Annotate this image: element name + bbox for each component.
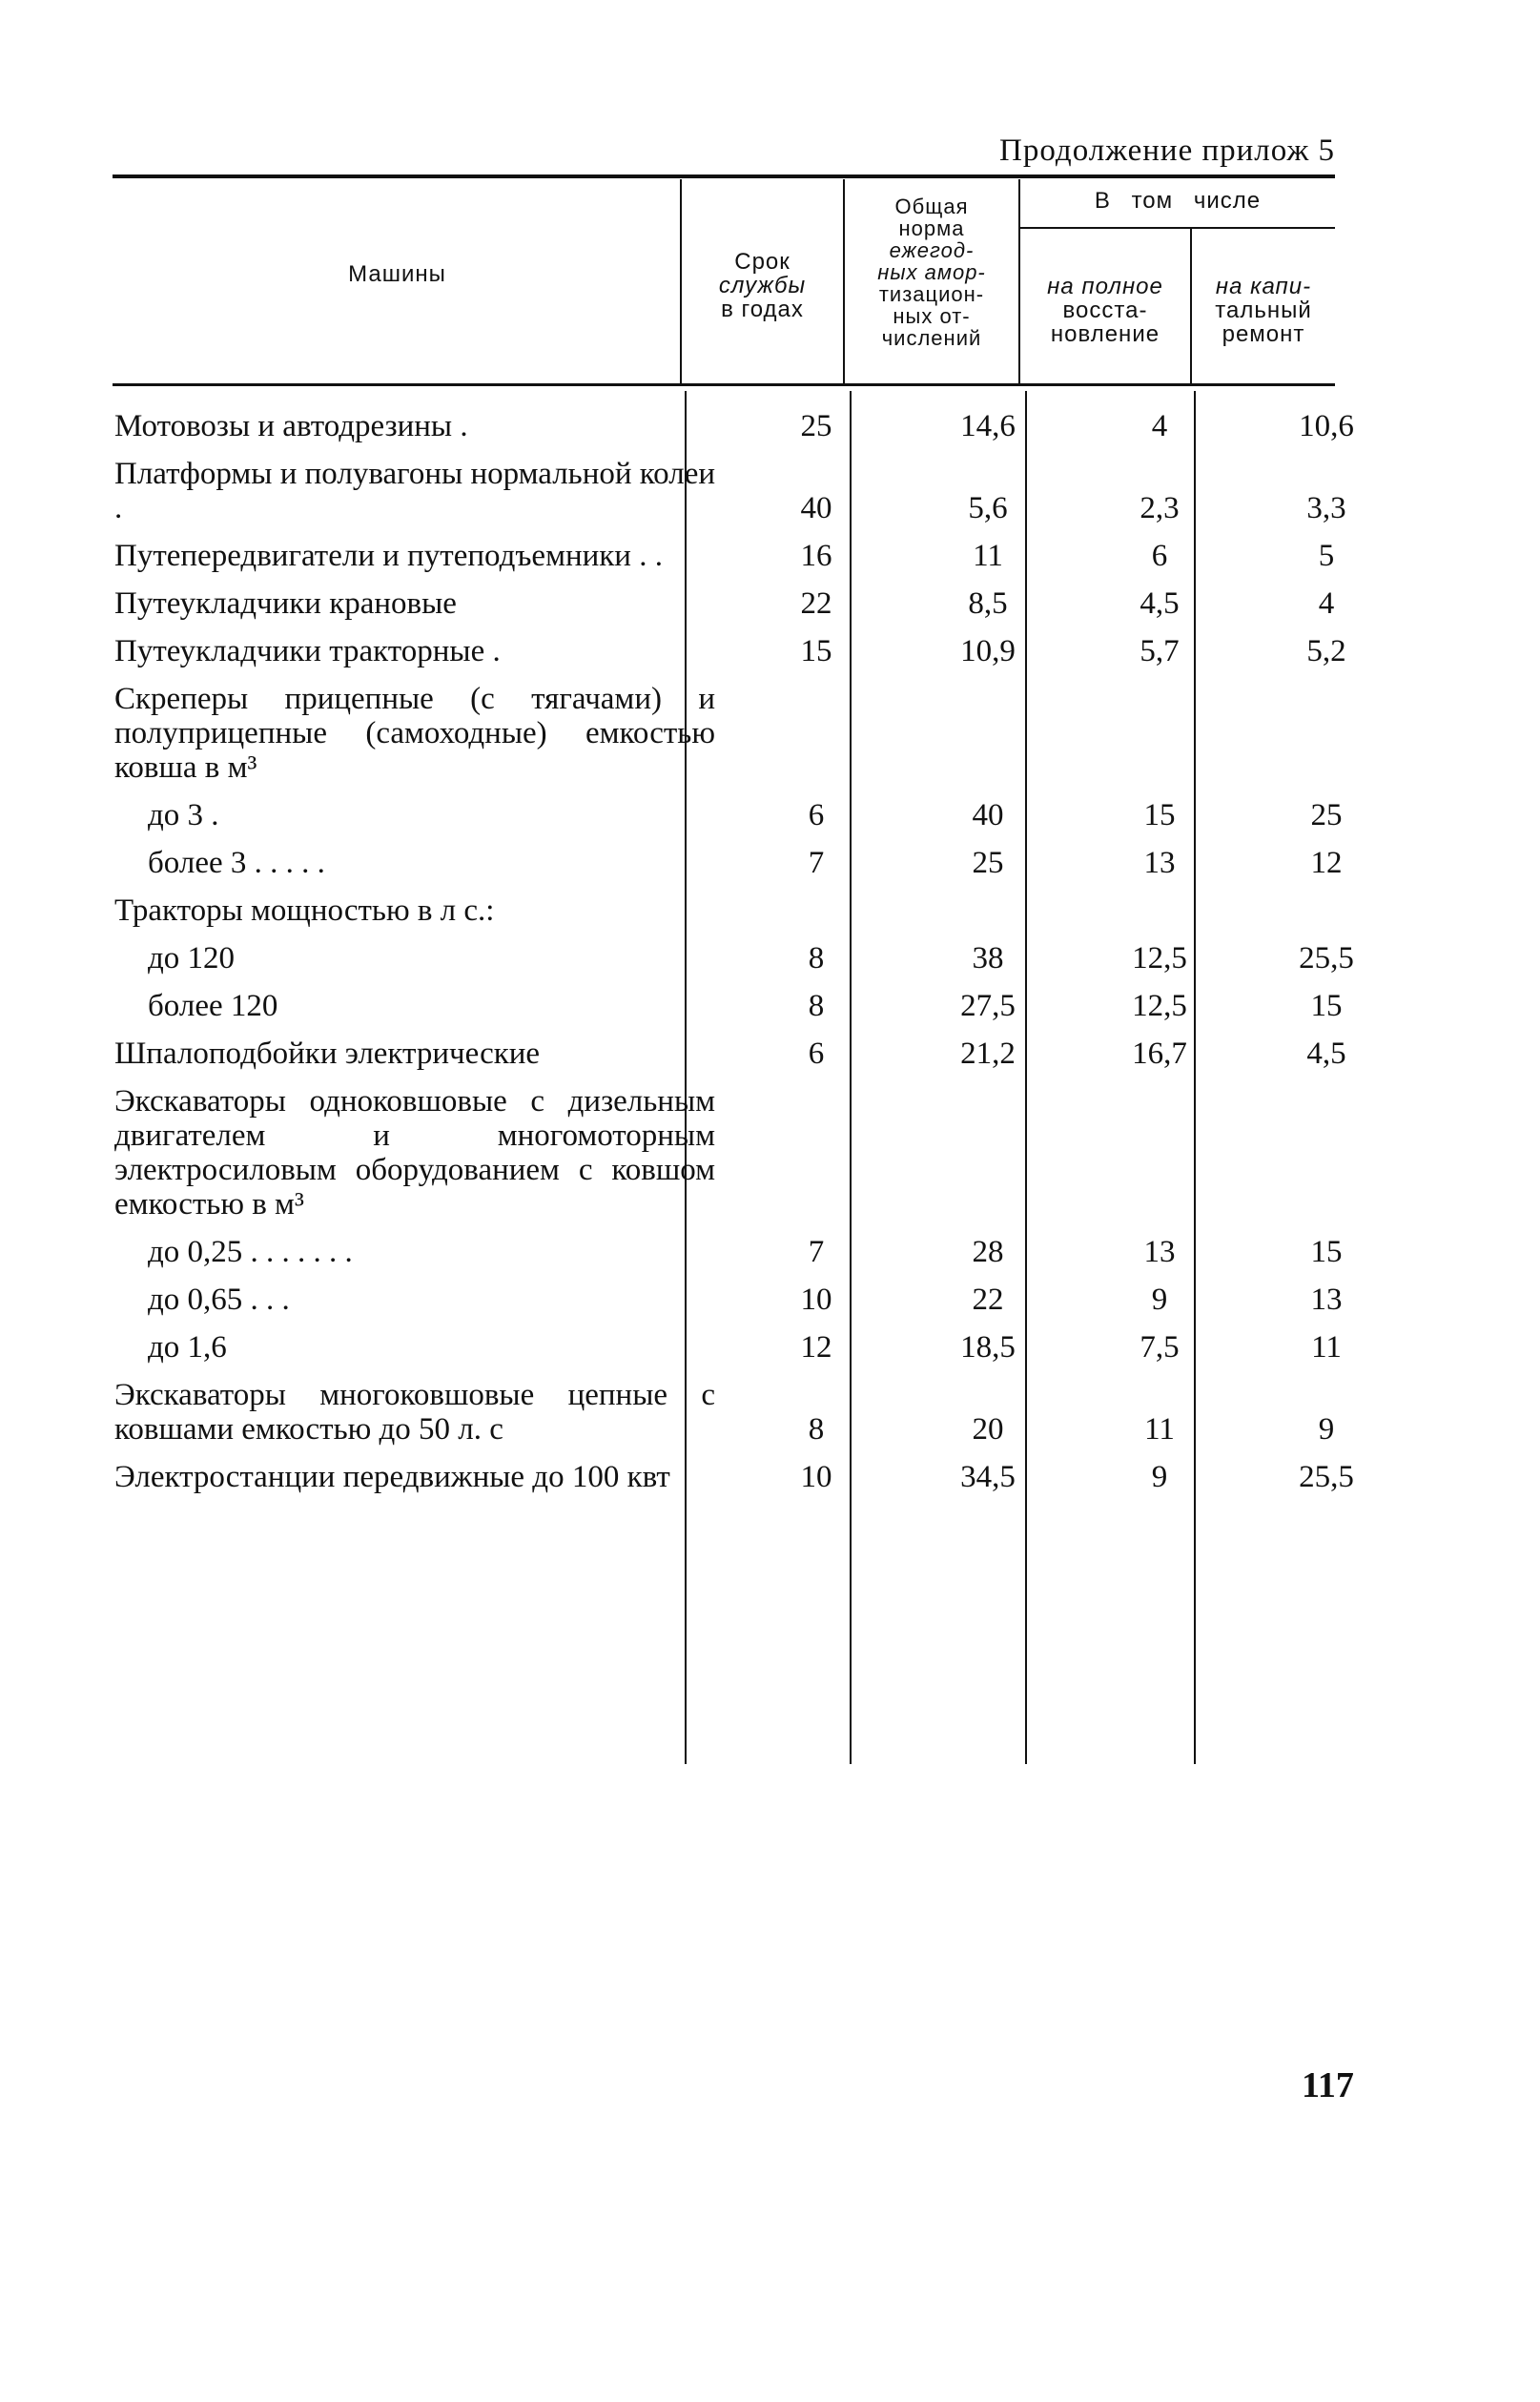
total-norm-cell: 34,5 <box>960 1460 1016 1494</box>
service-life-cell: 22 <box>800 586 832 621</box>
header-capital-repair-line: на капи- <box>1215 274 1312 299</box>
machine-name: Экскаваторы одноковшовые с дизельным двигателем и многомоторным электросиловым оборудованием с ковшом емкостью в м³ <box>114 1084 715 1222</box>
capital-repair-cell: 25 <box>1310 798 1343 832</box>
total-norm-cell: 40 <box>972 798 1004 832</box>
machine-name: Шпалоподбойки электрические <box>114 1037 541 1071</box>
full-restore-cell: 5,7 <box>1140 634 1180 668</box>
full-restore-cell: 16,7 <box>1132 1037 1187 1071</box>
service-life-cell <box>730 668 902 785</box>
full-restore-cell: 12,5 <box>1132 989 1187 1023</box>
header-capital-repair-line: тальный <box>1215 298 1312 323</box>
full-restore-cell: 6 <box>1151 539 1168 573</box>
service-life-cell: 6 <box>808 1037 825 1071</box>
machine-name: Скреперы прицепные (с тягачами) и полуприцепные (самоходные) емкостью ковша в м³ <box>114 682 715 785</box>
full-restore-cell: 2,3 <box>1140 491 1180 525</box>
capital-repair-cell: 4 <box>1318 586 1335 621</box>
capital-repair-cell: 15 <box>1310 1235 1343 1269</box>
header-total-norm-line: норма <box>898 216 965 240</box>
header-total-norm-line: тизацион- <box>878 282 985 306</box>
page-number: 117 <box>1302 2065 1354 2105</box>
service-life-cell: 40 <box>800 491 832 525</box>
capital-repair-cell: 12 <box>1310 846 1343 880</box>
machine-name: Платформы и полувагоны нормальной колеи . <box>114 457 715 525</box>
table-row <box>114 396 1407 443</box>
header-machines <box>114 262 680 286</box>
machine-name: более 3 . . . . . <box>148 846 325 880</box>
capital-repair-cell: 11 <box>1311 1330 1342 1365</box>
service-life-cell: 10 <box>800 1283 832 1317</box>
table-row <box>114 1317 1407 1365</box>
header-machines-label: Машины <box>348 261 446 287</box>
capital-repair-cell: 4,5 <box>1306 1037 1346 1071</box>
table-row <box>114 1365 1407 1447</box>
header-rule <box>113 383 1335 386</box>
header-service-life <box>682 250 843 321</box>
machine-name: до 0,25 . . . . . . . <box>148 1235 353 1269</box>
service-life-cell <box>730 880 902 928</box>
full-restore-cell: 15 <box>1143 798 1176 832</box>
capital-repair-cell: 5 <box>1318 539 1335 573</box>
table-row <box>114 1023 1407 1071</box>
header-total-norm-line: ежегод- <box>889 238 975 262</box>
capital-repair-cell: 3,3 <box>1306 491 1346 525</box>
full-restore-cell <box>1074 880 1245 928</box>
total-norm-cell: 21,2 <box>960 1037 1016 1071</box>
header-capital-repair-line: ремонт <box>1222 321 1305 347</box>
header-full-restore-line: восста- <box>1062 298 1148 323</box>
machine-name: Путеукладчики тракторные . <box>114 634 501 668</box>
machine-name: Путепередвигатели и путеподъемники . . <box>114 539 663 573</box>
header-full-restore-line: новление <box>1050 321 1160 347</box>
table-row <box>114 1269 1407 1317</box>
service-life-cell: 7 <box>808 846 825 880</box>
machine-name: до 120 <box>148 941 236 975</box>
service-life-cell: 7 <box>808 1235 825 1269</box>
header-service-life-line: службы <box>718 273 807 298</box>
total-norm-cell: 38 <box>972 941 1004 975</box>
service-life-cell: 8 <box>808 1412 825 1447</box>
total-norm-cell: 25 <box>972 846 1004 880</box>
capital-repair-cell <box>1245 668 1407 785</box>
capital-repair-cell: 10,6 <box>1299 409 1354 443</box>
total-norm-cell: 5,6 <box>968 491 1008 525</box>
header-full-restore <box>1020 275 1190 346</box>
capital-repair-cell: 5,2 <box>1306 634 1346 668</box>
including-rule <box>1020 227 1335 229</box>
table-row <box>114 573 1407 621</box>
table-row <box>114 1222 1407 1269</box>
machine-name: Мотовозы и автодрезины . <box>114 409 468 443</box>
table-row <box>114 525 1407 573</box>
full-restore-cell: 13 <box>1143 846 1176 880</box>
service-life-cell: 16 <box>800 539 832 573</box>
table-row <box>114 1071 1407 1222</box>
total-norm-cell <box>902 668 1074 785</box>
header-total-norm <box>845 195 1018 349</box>
table-row <box>114 668 1407 785</box>
total-norm-cell: 20 <box>972 1412 1004 1447</box>
full-restore-cell: 9 <box>1151 1460 1168 1494</box>
total-norm-cell <box>902 1071 1074 1222</box>
total-norm-cell: 27,5 <box>960 989 1016 1023</box>
machine-name: Электростанции передвижные до 100 квт <box>114 1460 670 1494</box>
full-restore-cell: 4,5 <box>1140 586 1180 621</box>
machine-name: Путеукладчики крановые <box>114 586 457 621</box>
full-restore-cell <box>1074 1071 1245 1222</box>
full-restore-cell: 11 <box>1144 1412 1175 1447</box>
table-row <box>114 832 1407 880</box>
full-restore-cell <box>1074 668 1245 785</box>
total-norm-cell: 11 <box>973 539 1003 573</box>
service-life-cell <box>730 1071 902 1222</box>
service-life-cell: 12 <box>800 1330 832 1365</box>
header-full-restore-line: на полное <box>1047 274 1163 299</box>
full-restore-cell: 12,5 <box>1132 941 1187 975</box>
capital-repair-cell <box>1245 1071 1407 1222</box>
capital-repair-cell: 13 <box>1310 1283 1343 1317</box>
service-life-cell: 10 <box>800 1460 832 1494</box>
header-service-life-line: Срок <box>734 249 791 275</box>
total-norm-cell: 10,9 <box>960 634 1016 668</box>
full-restore-cell: 4 <box>1151 409 1168 443</box>
header-including <box>1020 189 1335 213</box>
header-total-norm-line: ных амор- <box>877 260 986 284</box>
table-caption: Продолжение прилож 5 <box>999 133 1335 168</box>
total-norm-cell: 22 <box>972 1283 1004 1317</box>
capital-repair-cell <box>1245 880 1407 928</box>
service-life-cell: 8 <box>808 989 825 1023</box>
full-restore-cell: 7,5 <box>1140 1330 1180 1365</box>
capital-repair-cell: 15 <box>1310 989 1343 1023</box>
total-norm-cell: 14,6 <box>960 409 1016 443</box>
header-total-norm-line: ных от- <box>893 304 971 328</box>
table-row <box>114 621 1407 668</box>
total-norm-cell: 8,5 <box>968 586 1008 621</box>
full-restore-cell: 9 <box>1151 1283 1168 1317</box>
table-row <box>114 1447 1407 1494</box>
machine-name: более 120 <box>148 989 278 1023</box>
table-row <box>114 880 1407 928</box>
machine-name: до 0,65 . . . <box>148 1283 290 1317</box>
total-norm-cell <box>902 880 1074 928</box>
table-row <box>114 443 1407 525</box>
service-life-cell: 8 <box>808 941 825 975</box>
header-service-life-line: в годах <box>721 297 804 322</box>
total-norm-cell: 28 <box>972 1235 1004 1269</box>
capital-repair-cell: 25,5 <box>1299 1460 1354 1494</box>
capital-repair-cell: 25,5 <box>1299 941 1354 975</box>
total-norm-cell: 18,5 <box>960 1330 1016 1365</box>
machine-name: Тракторы мощностью в л с.: <box>114 893 495 928</box>
header-including-label: В том числе <box>1094 188 1262 214</box>
table-row <box>114 975 1407 1023</box>
service-life-cell: 15 <box>800 634 832 668</box>
amortization-table <box>114 396 1407 1494</box>
machine-name: до 3 . <box>148 798 219 832</box>
capital-repair-cell: 9 <box>1318 1412 1335 1447</box>
machine-name: до 1,6 <box>148 1330 227 1365</box>
header-capital-repair <box>1192 275 1335 346</box>
machine-name: Экскаваторы многоковшовые цепные с ковшами емкостью до 50 л. с <box>114 1378 715 1447</box>
full-restore-cell: 13 <box>1143 1235 1176 1269</box>
service-life-cell: 25 <box>800 409 832 443</box>
top-rule <box>113 175 1335 178</box>
header-total-norm-line: Общая <box>894 195 969 218</box>
header-total-norm-line: числений <box>881 326 982 350</box>
table-row <box>114 785 1407 832</box>
table-row <box>114 928 1407 975</box>
service-life-cell: 6 <box>808 798 825 832</box>
